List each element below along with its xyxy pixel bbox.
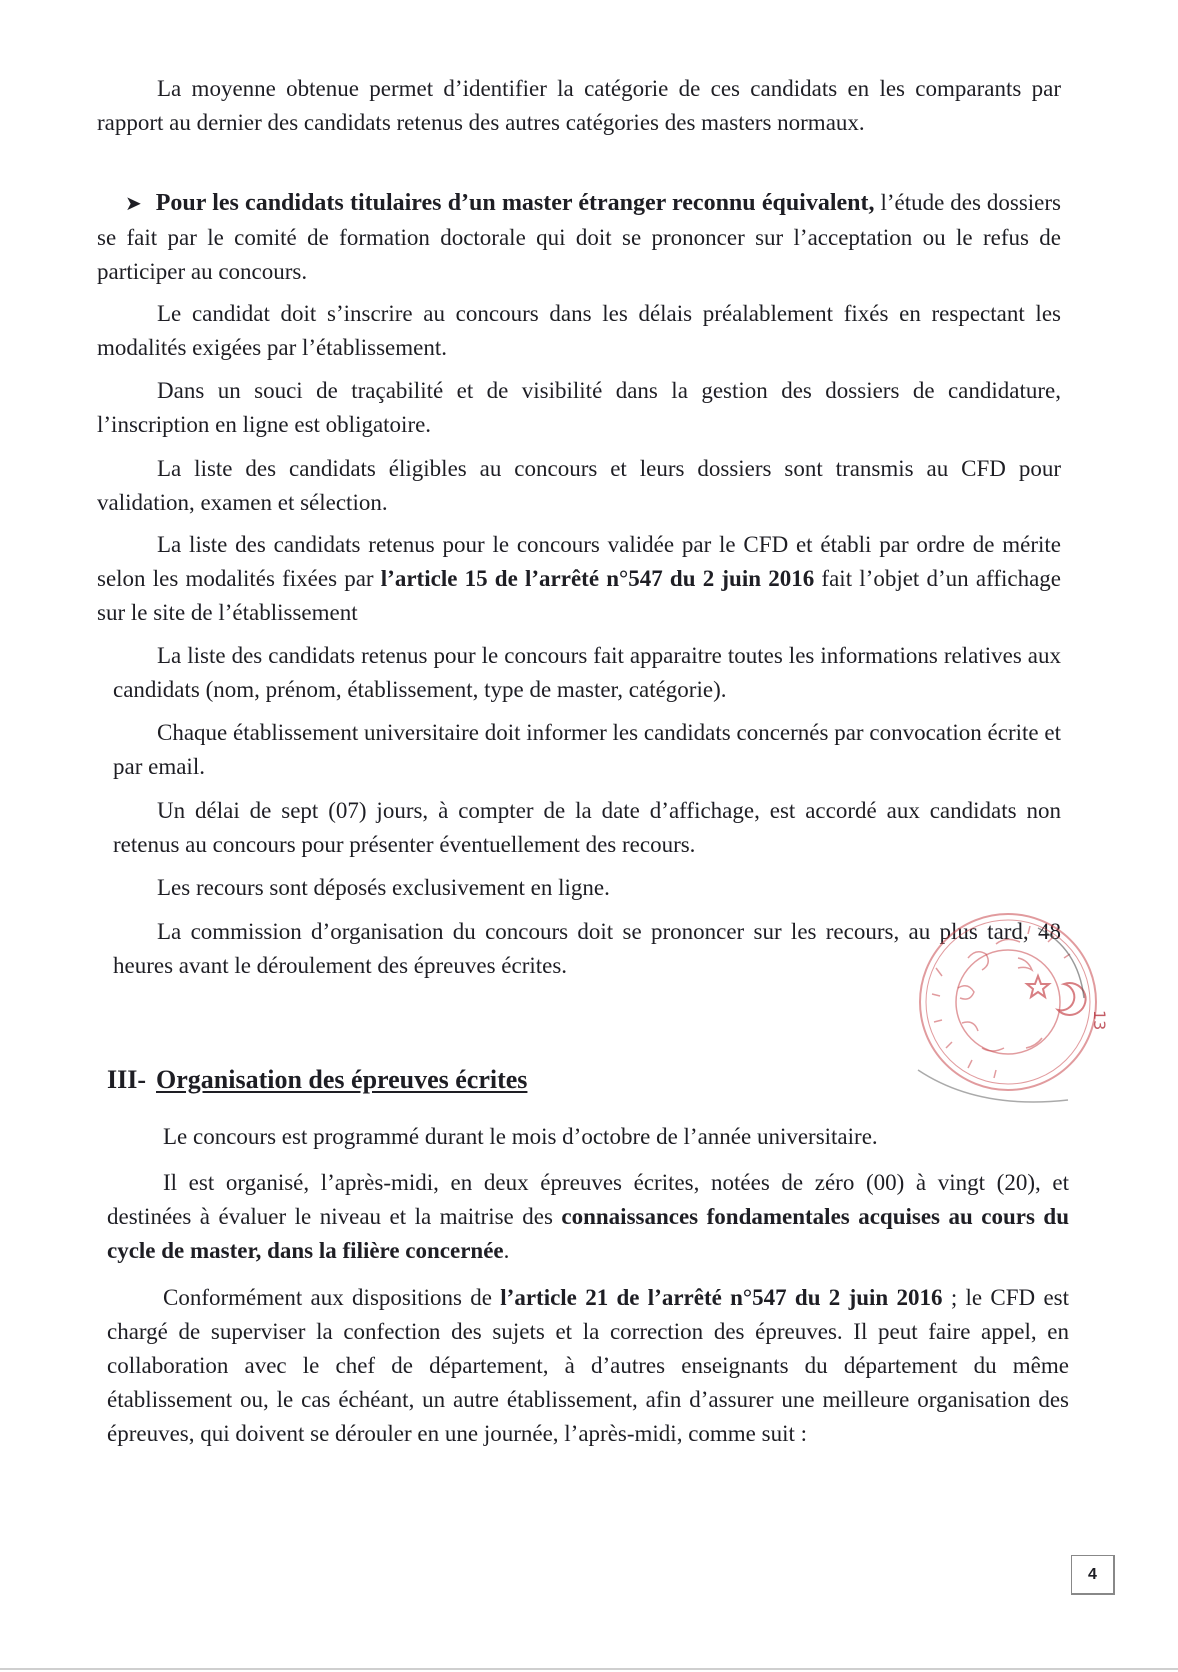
paragraph-2-bold: Pour les candidats titulaires d’un master étranger reconnu équivalent, (155, 190, 875, 216)
bottom-rule (0, 1668, 1178, 1670)
paragraph-10: Les recours sont déposés exclusivement en ligne. (157, 875, 610, 900)
paragraph-2 (97, 186, 1061, 289)
section-number: III- (107, 1065, 147, 1094)
paragraph-14-text-a: Conformément aux dispositions de (163, 1285, 501, 1310)
paragraph-13-bold: connaissances fondamentales acquises au cours du cycle de master, dans la filière concernée (107, 1204, 1069, 1263)
page-number: 4 (1071, 1555, 1115, 1595)
paragraph-3: Le candidat doit s’inscrire au concours dans les délais préalablement fixés en respectant les modalités exigées par l’établissement. (97, 301, 1061, 360)
paragraph-13 (107, 1166, 1069, 1268)
paragraph-6-bold: l’article 15 de l’arrêté n°547 du 2 juin 2016 (380, 566, 815, 591)
paragraph-14-bold: l’article 21 de l’arrêté n°547 du 2 juin 2016 (500, 1285, 943, 1310)
paragraph-6 (97, 528, 1061, 630)
stamp-handwritten-number: 13 (1090, 1010, 1109, 1031)
paragraph-13-text-b: . (503, 1238, 510, 1263)
paragraph-14 (107, 1281, 1069, 1451)
official-stamp (898, 898, 1118, 1118)
section-title: Organisation des épreuves écrites (156, 1065, 528, 1094)
arrow-bullet-icon: ➤ (125, 193, 142, 215)
paragraph-4: Dans un souci de traçabilité et de visibilité dans la gestion des dossiers de candidature, l’inscription en ligne est obligatoire. (97, 378, 1061, 437)
paragraph-13-text-a: Il est organisé, l’après-midi, en deux épreuves écrites, notées de zéro (00) à vingt (20), et destinées à évaluer le niveau et la maitrise des (107, 1170, 1069, 1229)
paragraph-8: Chaque établissement universitaire doit informer les candidats concernés par convocation écrite et par email. (113, 720, 1061, 779)
paragraph-11: La commission d’organisation du concours doit se prononcer sur les recours, au plus tard, 48 heures avant le déroulement des épreuves écrites. (113, 919, 1061, 978)
paragraph-5: La liste des candidats éligibles au concours et leurs dossiers sont transmis au CFD pour validation, examen et sélection. (97, 456, 1061, 515)
paragraph-6-text-b: fait l’objet d’un affichage sur le site de l’établissement (97, 566, 1061, 625)
paragraph-1: La moyenne obtenue permet d’identifier la catégorie de ces candidats en les comparants par rapport au dernier des candidats retenus des autres catégories des masters normaux. (97, 76, 1061, 135)
paragraph-14-text-b: ; le CFD est chargé de superviser la confection des sujets et la correction des épreuves. Il peut faire appel, en collaboration avec le chef de département, à d’autres enseignants du département du même établissement ou, le cas échéant, un autre établissement, afin d’assurer une meilleure organisation des épreuves, qui doivent se dérouler en une journée, l’après-midi, comme suit : (107, 1285, 1070, 1446)
paragraph-9: Un délai de sept (07) jours, à compter de la date d’affichage, est accordé aux candidats non retenus au concours pour présenter éventuellement des recours. (113, 798, 1061, 857)
paragraph-7: La liste des candidats retenus pour le concours fait apparaitre toutes les informations relatives aux candidats (nom, prénom, établissement, type de master, catégorie). (113, 643, 1061, 702)
paragraph-12: Le concours est programmé durant le mois d’octobre de l’année universitaire. (163, 1124, 878, 1149)
section-heading (107, 1063, 527, 1097)
paragraph-6-text-a: La liste des candidats retenus pour le concours validée par le CFD et établi par ordre de mérite selon les modalités fixées par (97, 532, 1061, 591)
paragraph-2-text: l’étude des dossiers se fait par le comité de formation doctorale qui doit se prononcer sur l’acceptation ou le refus de participer au concours. (97, 190, 1061, 284)
